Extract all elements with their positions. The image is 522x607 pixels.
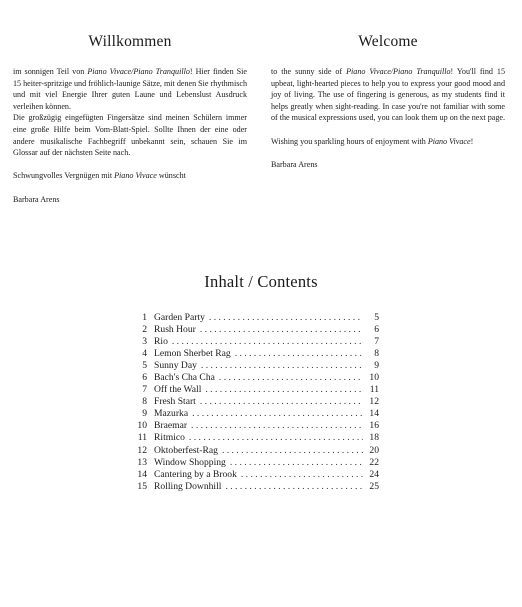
toc-dot-leader xyxy=(172,336,363,348)
german-welcome-column xyxy=(13,32,247,205)
toc-entry-page: 20 xyxy=(369,444,379,456)
toc-entry xyxy=(137,348,379,360)
toc-dot-leader xyxy=(191,420,363,432)
text-segment: wünscht xyxy=(156,171,186,181)
toc-entry-number: 6 xyxy=(142,372,147,384)
toc-dot-leader xyxy=(219,372,363,384)
toc-entry-number: 8 xyxy=(142,396,147,408)
german-paragraph-fingering: Die großzügig eingefügten Fingersätze sind meinen Schülern immer eine große Hilfe beim Vom-Blatt-Spiel. Sollte Ihnen der eine oder andere musikalische Fachbegriff unbekannt sein, schauen Sie im Glossar auf der nächsten Seite nach. xyxy=(13,113,247,158)
toc-entry xyxy=(137,312,379,324)
italic-title-text: Piano Vivace/Piano Tranquillo xyxy=(346,67,451,76)
italic-title-text: Piano Vivace/Piano Tranquillo xyxy=(87,67,190,76)
toc-entry xyxy=(137,481,379,493)
toc-entry-number: 1 xyxy=(142,312,147,323)
italic-title-text: Piano Vivace xyxy=(114,171,157,181)
italic-title-text: Piano Vivace xyxy=(427,136,471,146)
toc-entry-page: 8 xyxy=(374,348,379,360)
toc-entry-title: Sunny Day xyxy=(154,360,197,372)
toc-entry-number: 7 xyxy=(142,384,147,396)
german-paragraph-intro xyxy=(13,66,247,112)
toc-entry-number: 4 xyxy=(142,348,147,360)
english-paragraph-closing xyxy=(271,136,505,148)
german-signature: Barbara Arens xyxy=(13,194,60,204)
text-segment: ! Hier finden Sie 15 heiter-spritzige und fröhlich-launige Sätze, mit denen Sie rhythmisch und mit viel Energie Ihrer guten Laune und Lebenslust Ausdruck verleihen können. xyxy=(13,67,248,111)
english-paragraph-intro xyxy=(271,66,505,124)
text-segment: ! You'll find 15 upbeat, light-hearted pieces to help you to express your good mood and joy of living. The use of fingering is generous, as my students find it helps greatly when sight-reading. In case you're not familiar with some of the musical expressions used, you can look them up on the next page. xyxy=(271,67,506,123)
toc-entry-number: 2 xyxy=(142,324,147,336)
toc-entry-page: 6 xyxy=(374,324,379,336)
toc-entry xyxy=(137,336,379,348)
toc-entry-page: 12 xyxy=(369,396,379,408)
toc-entry-number: 14 xyxy=(137,468,147,480)
toc-entry-page: 9 xyxy=(374,360,379,372)
toc-entry-title: Cantering by a Brook xyxy=(154,468,237,480)
toc-entry-number: 13 xyxy=(137,456,147,468)
toc-entry xyxy=(137,469,379,481)
toc-entry xyxy=(137,457,379,469)
text-segment: ! xyxy=(470,136,474,146)
toc-entry-title: Bach's Cha Cha xyxy=(154,372,215,384)
toc-dot-leader xyxy=(189,432,363,444)
german-paragraph-closing xyxy=(13,170,247,182)
toc-entry-page: 18 xyxy=(369,432,379,444)
text-segment: im sonnigen Teil von xyxy=(13,67,88,76)
toc-dot-leader xyxy=(201,360,363,372)
toc-dot-leader xyxy=(235,348,363,360)
toc-entry-title: Rio xyxy=(154,336,168,348)
toc-entry-title: Rush Hour xyxy=(154,324,196,336)
toc-entry-page: 22 xyxy=(369,456,379,468)
english-signature: Barbara Arens xyxy=(271,159,318,169)
toc-entry-page: 25 xyxy=(369,480,379,492)
toc-entry-number: 10 xyxy=(137,420,147,432)
toc-dot-leader xyxy=(241,469,363,481)
toc-dot-leader xyxy=(200,324,363,336)
toc-entry xyxy=(137,408,379,420)
toc-entry-page: 7 xyxy=(374,336,379,348)
toc-entry-title: Garden Party xyxy=(154,312,205,323)
toc-entry xyxy=(137,396,379,408)
english-heading: Welcome xyxy=(358,33,418,50)
toc-dot-leader xyxy=(200,396,363,408)
toc-entry-page: 11 xyxy=(369,384,379,396)
toc-entry-title: Rolling Downhill xyxy=(154,480,222,492)
english-welcome-column xyxy=(271,32,505,170)
toc-entry-title: Mazurka xyxy=(154,408,189,420)
toc-dot-leader xyxy=(230,457,363,469)
toc-entry-number: 5 xyxy=(142,360,147,372)
toc-entry-title: Ritmico xyxy=(154,432,185,444)
toc-entry xyxy=(137,432,379,444)
toc-entry-number: 12 xyxy=(137,444,147,456)
contents-heading: Inhalt / Contents xyxy=(204,272,318,291)
toc-entry-page: 5 xyxy=(374,312,379,323)
german-heading: Willkommen xyxy=(88,33,172,50)
toc-entry-number: 15 xyxy=(137,480,147,492)
toc-entry xyxy=(137,445,379,457)
toc-entry-number: 11 xyxy=(137,432,147,444)
text-segment: Schwungvolles Vergnügen mit xyxy=(13,171,115,181)
text-segment: to the sunny side of xyxy=(271,67,347,76)
toc-entry xyxy=(137,384,379,396)
toc-dot-leader xyxy=(205,384,363,396)
toc-entry-title: Fresh Start xyxy=(154,396,196,408)
table-of-contents xyxy=(137,312,379,493)
toc-entry-title: Window Shopping xyxy=(154,456,226,468)
toc-entry xyxy=(137,420,379,432)
toc-entry-number: 9 xyxy=(142,408,147,420)
toc-dot-leader xyxy=(209,312,363,324)
toc-entry-title: Braemar xyxy=(154,420,188,432)
toc-entry-page: 10 xyxy=(369,372,379,384)
toc-dot-leader xyxy=(222,445,363,457)
toc-entry-page: 14 xyxy=(369,408,379,420)
toc-entry-page: 24 xyxy=(369,468,379,480)
toc-dot-leader xyxy=(225,481,363,493)
toc-entry-page: 16 xyxy=(369,420,379,432)
toc-entry-title: Off the Wall xyxy=(154,384,202,396)
toc-entry xyxy=(137,324,379,336)
toc-entry xyxy=(137,372,379,384)
toc-entry-number: 3 xyxy=(142,336,147,348)
toc-dot-leader xyxy=(192,408,363,420)
text-segment: Wishing you sparkling hours of enjoyment with xyxy=(271,136,428,146)
toc-entry-title: Lemon Sherbet Rag xyxy=(154,348,231,360)
toc-entry xyxy=(137,360,379,372)
toc-entry-title: Oktoberfest-Rag xyxy=(154,444,218,456)
